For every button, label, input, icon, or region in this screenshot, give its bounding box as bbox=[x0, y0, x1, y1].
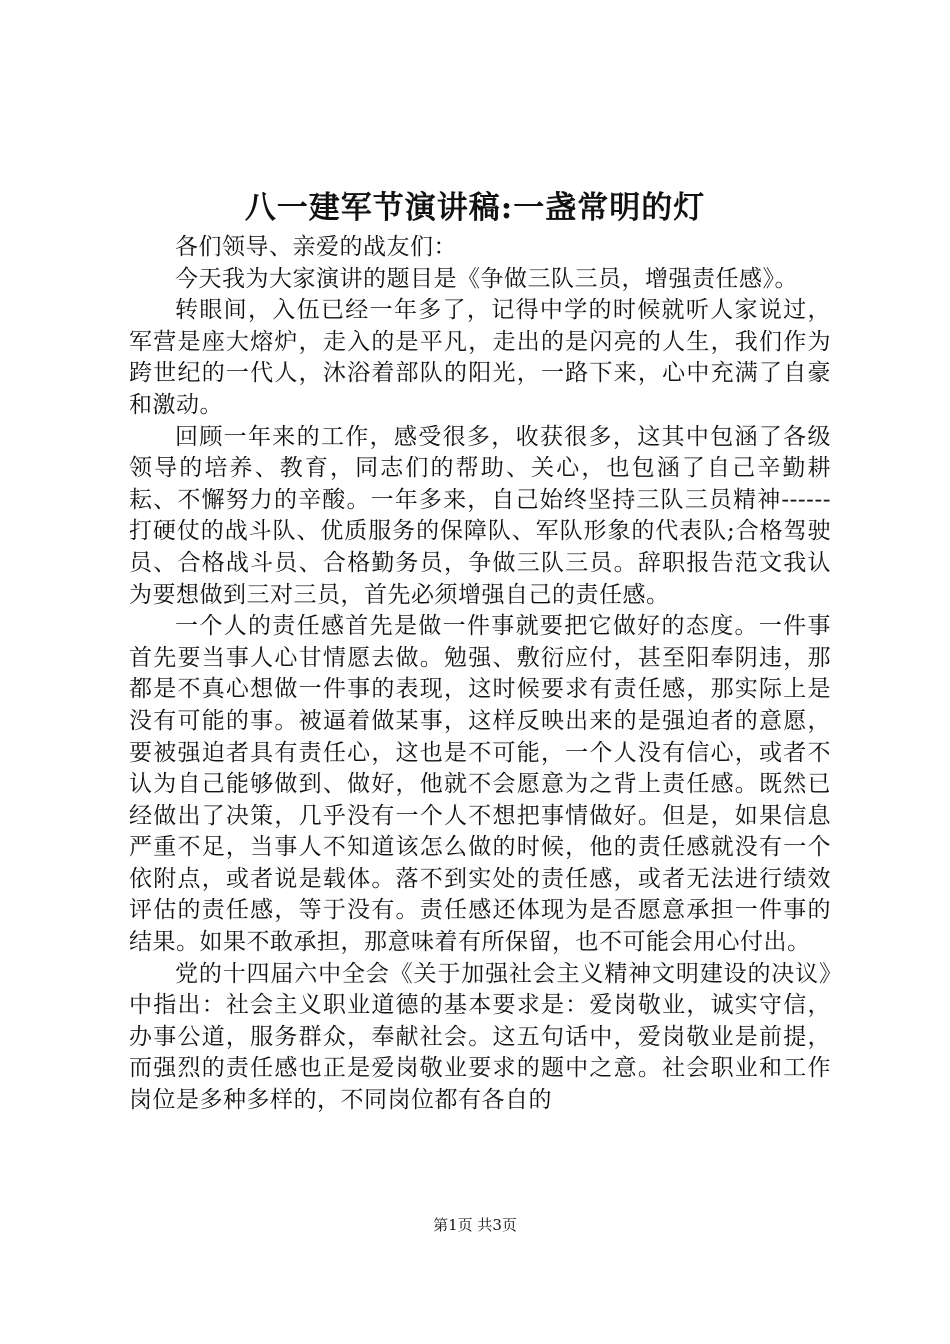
paragraph-review: 回顾一年来的工作，感受很多，收获很多，这其中包涵了各级领导的培养、教育，同志们的帮助、关心，也包涵了自己辛勤耕耘、不懈努力的辛酸。一年多来，自己始终坚持三队三员精神------打硬仗的战斗队、优质服务的保障队、军队形象的代表队;合格驾驶员、合格战斗员、合格勤务员，争做三队三员。辞职报告范文我认为要想做到三对三员，首先必须增强自己的责任感。 bbox=[129, 423, 831, 608]
page-footer: 第1页 共3页 bbox=[433, 1216, 517, 1234]
document-title: 八一建军节演讲稿:一盏常明的灯 bbox=[244, 190, 706, 226]
paragraph-resolution: 党的十四届六中全会《关于加强社会主义精神文明建设的决议》中指出：社会主义职业道德的基本要求是：爱岗敬业，诚实守信，办事公道，服务群众，奉献社会。这五句话中，爱岗敬业是前提，而强烈的责任感也正是爱岗敬业要求的题中之意。社会职业和工作岗位是多种多样的，不同岗位都有各自的 bbox=[129, 960, 831, 1114]
document-body bbox=[129, 232, 831, 1117]
paragraph-enlistment: 转眼间，入伍已经一年多了，记得中学的时候就听人家说过，军营是座大熔炉，走入的是平凡，走出的是闪亮的人生，我们作为跨世纪的一代人，沐浴着部队的阳光，一路下来，心中充满了自豪和激动。 bbox=[129, 297, 831, 418]
salutation: 各们领导、亲爱的战友们： bbox=[175, 234, 457, 260]
paragraph-topic: 今天我为大家演讲的题目是《争做三队三员，增强责任感》。 bbox=[175, 265, 798, 292]
paragraph-responsibility: 一个人的责任感首先是做一件事就要把它做好的态度。一件事首先要当事人心甘情愿去做。勉强、敷衍应付，甚至阳奉阴违，那都是不真心想做一件事的表现，这时候要求有责任感，那实际上是没有可能的事。被逼着做某事，这样反映出来的是强迫者的意愿，要被强迫者具有责任心，这也是不可能，一个人没有信心，或者不认为自己能够做到、做好，他就不会愿意为之背上责任感。既然已经做出了决策，几乎没有一个人不想把事情做好。但是，如果信息严重不足，当事人不知道该怎么做的时候，他的责任感就没有一个依附点，或者说是载体。落不到实处的责任感，或者无法进行绩效评估的责任感，等于没有。责任感还体现为是否愿意承担一件事的结果。如果不敢承担，那意味着有所保留，也不可能会用心付出。 bbox=[129, 613, 831, 956]
